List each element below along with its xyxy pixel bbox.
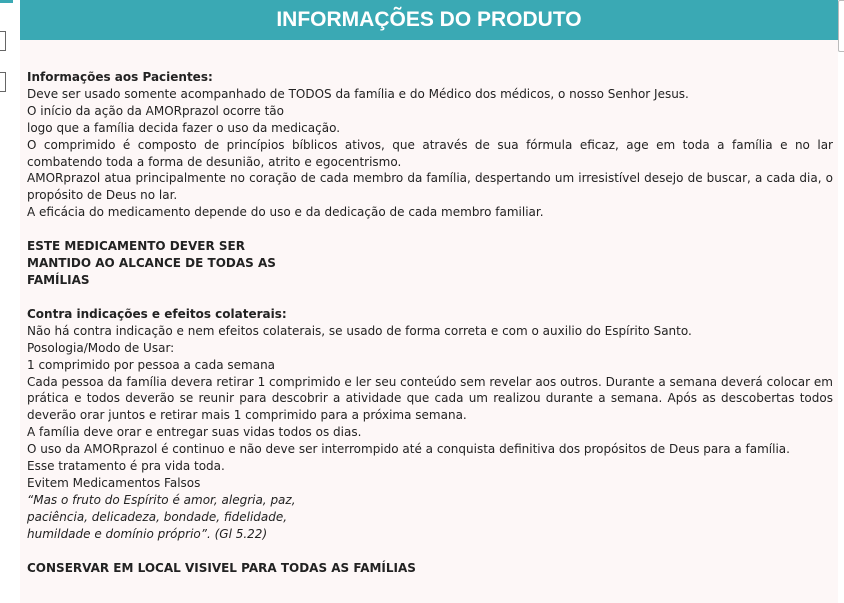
product-info-panel	[20, 40, 838, 603]
info-line: Esse tratamento é pra vida toda.	[27, 459, 225, 474]
info-line: logo que a família decida fazer o uso da medicação.	[27, 120, 341, 135]
info-line: O início da ação da AMORprazol ocorre tão	[27, 103, 284, 118]
warning-line: ESTE MEDICAMENTO DEVER SER	[27, 239, 245, 254]
info-line: O comprimido é composto de princípios bíblicos ativos, que através de sua fórmula eficaz, age em toda a família e no lar combatendo toda a forma de desunião, atrito e egocentrismo.	[27, 137, 833, 169]
left-panel-control[interactable]	[0, 72, 6, 92]
patients-heading: Informações aos Pacientes:	[27, 70, 213, 84]
info-line: A eficácia do medicamento depende do uso e da dedicação de cada membro familiar.	[27, 205, 544, 220]
quote-line: humildade e domínio próprio”. (Gl 5.22)	[27, 526, 268, 541]
quote-line: “Mas o fruto do Espírito é amor, alegria, paz,	[27, 492, 296, 507]
right-panel-edge	[838, 0, 844, 52]
quote-line: paciência, delicadeza, bondade, fidelidade,	[27, 509, 288, 524]
left-panel-edge	[0, 0, 13, 3]
warning-line: MANTIDO AO ALCANCE DE TODAS AS	[27, 256, 276, 271]
info-line: Cada pessoa da família devera retirar 1 comprimido e ler seu conteúdo sem revelar aos outros. Durante a semana deverá colocar em prática e todos deverão se reunir para descobrir a atividade que cada um realizou durante a semana. Após as descobertas todos deverão orar juntos e retirar mais 1 comprimido para a próxima semana.	[27, 374, 833, 423]
contra-heading: Contra indicações e efeitos colaterais:	[27, 306, 287, 321]
info-line: A família deve orar e entregar suas vidas todos os dias.	[27, 425, 362, 440]
info-line: Não há contra indicação e nem efeitos colaterais, se usado de forma correta e com o auxilio do Espírito Santo.	[27, 323, 692, 338]
info-line: Posologia/Modo de Usar:	[27, 340, 175, 355]
page-title: INFORMAÇÕES DO PRODUTO	[20, 0, 838, 40]
product-info-text	[27, 69, 833, 576]
info-line: Deve ser usado somente acompanhado de TODOS da família e do Médico dos médicos, o nosso Senhor Jesus.	[27, 86, 689, 101]
footer-note: CONSERVAR EM LOCAL VISIVEL PARA TODAS AS FAMÍLIAS	[27, 560, 416, 575]
info-line: 1 comprimido por pessoa a cada semana	[27, 357, 276, 372]
info-line: Evitem Medicamentos Falsos	[27, 475, 201, 490]
info-line: O uso da AMORprazol é continuo e não deve ser interrompido até a conquista definitiva dos propósitos de Deus para a família.	[27, 442, 790, 457]
left-panel-control[interactable]	[0, 31, 6, 51]
info-line: AMORprazol atua principalmente no coração de cada membro da família, despertando um irresistível desejo de buscar, a cada dia, o propósito de Deus no lar.	[27, 171, 833, 203]
warning-line: FAMÍLIAS	[27, 272, 90, 287]
